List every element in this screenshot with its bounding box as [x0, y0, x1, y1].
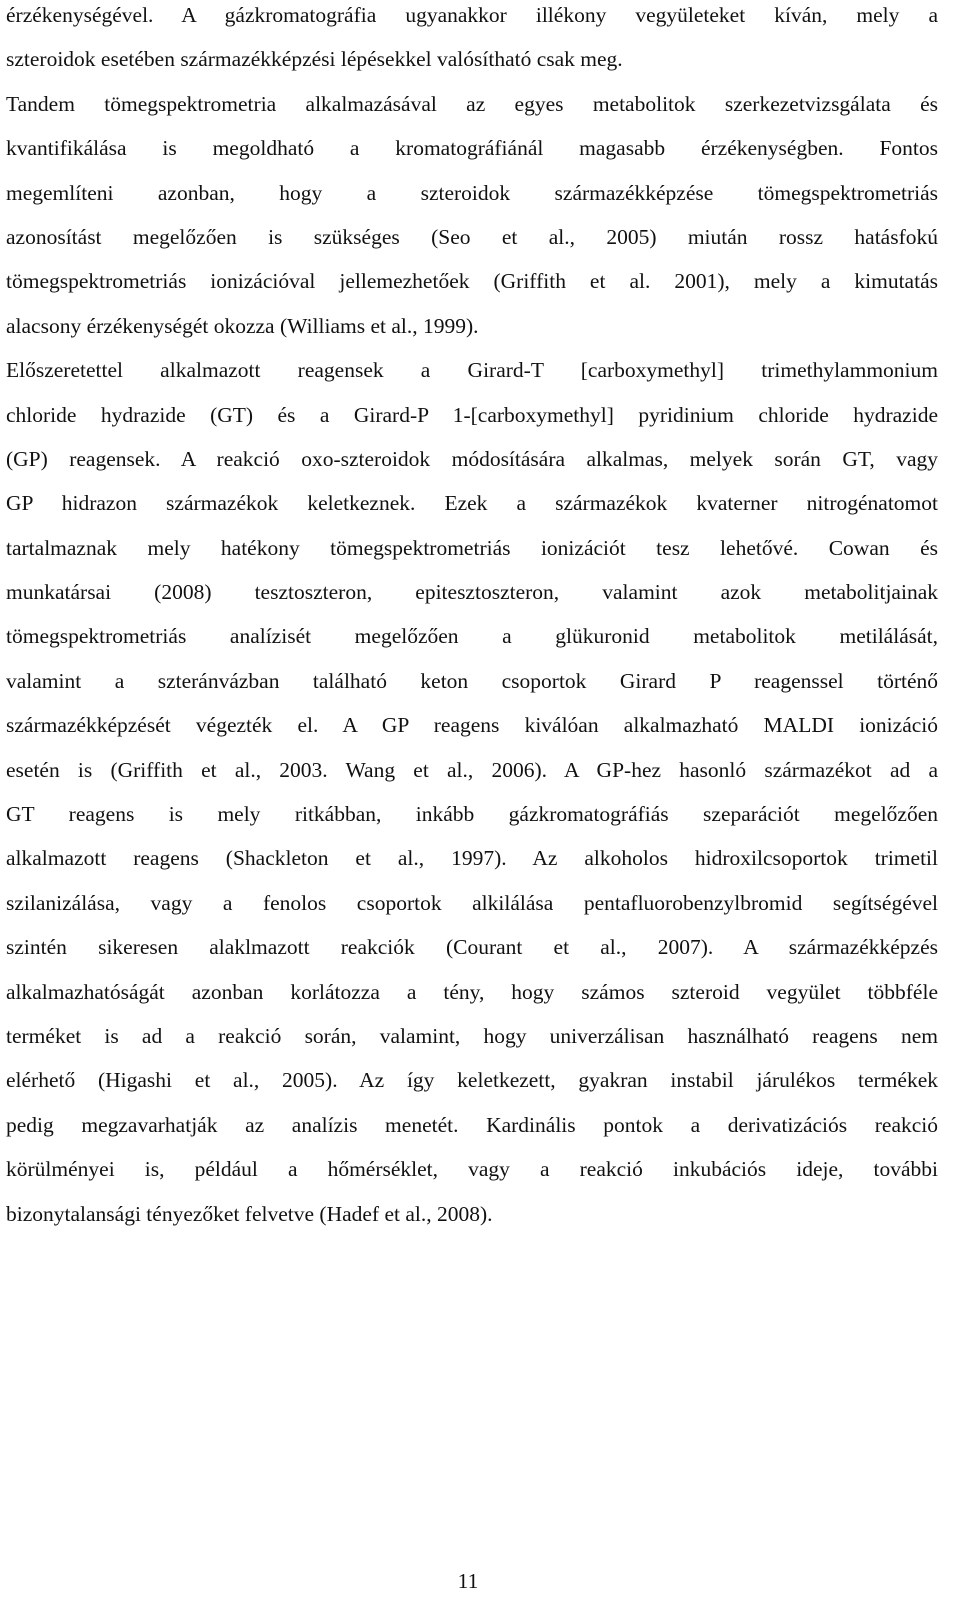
text-line: (GP) reagensek. A reakció oxo-szteroidok módosítására alkalmas, melyek során GT, vagy: [6, 446, 938, 471]
text-line: tartalmaznak mely hatékony tömegspektrometriás ionizációt tesz lehetővé. Cowan és: [6, 535, 938, 560]
text-line: származékképzését végezték el. A GP reagens kiválóan alkalmazható MALDI ionizáció: [6, 713, 938, 738]
text-line: Tandem tömegspektrometria alkalmazásával az egyes metabolitok szerkezetvizsgálata és: [6, 91, 938, 116]
text-line: pedig megzavarhatják az analízis menetét. Kardinális pontok a derivatizációs reakció: [6, 1112, 938, 1137]
text-line: GT reagens is mely ritkábban, inkább gázkromatográfiás szeparációt megelőzően: [6, 802, 938, 827]
page-number: 11: [457, 1569, 479, 1593]
text-line: esetén is (Griffith et al., 2003. Wang et al., 2006). A GP-hez hasonló származékot ad a: [6, 757, 938, 782]
text-line: körülményei is, például a hőmérséklet, vagy a reakció inkubációs ideje, további: [6, 1157, 938, 1182]
text-line: valamint a szteránvázban található keton csoportok Girard P reagenssel történő: [6, 668, 938, 693]
text-line: chloride hydrazide (GT) és a Girard-P 1-[carboxymethyl] pyridinium chloride hydrazide: [6, 402, 938, 427]
text-line: alacsony érzékenységét okozza (Williams et al., 1999).: [6, 313, 479, 338]
text-line: érzékenységével. A gázkromatográfia ugyanakkor illékony vegyületeket kíván, mely a: [6, 3, 938, 27]
text-line: alkalmazhatóságát azonban korlátozza a tény, hogy számos szteroid vegyület többféle: [6, 979, 938, 1004]
text-line: bizonytalansági tényezőket felvetve (Hadef et al., 2008).: [6, 1201, 493, 1226]
text-line: megemlíteni azonban, hogy a szteroidok származékképzése tömegspektrometriás: [6, 180, 938, 205]
text-line: terméket is ad a reakció során, valamint, hogy univerzálisan használható reagens nem: [6, 1023, 938, 1048]
text-line: kvantifikálása is megoldható a kromatográfiánál magasabb érzékenységben. Fontos: [6, 136, 938, 161]
text-line: tömegspektrometriás ionizációval jellemezhetőek (Griffith et al. 2001), mely a kimutatás: [6, 269, 938, 294]
text-line: elérhető (Higashi et al., 2005). Az így keletkezett, gyakran instabil járulékos termékek: [6, 1068, 938, 1093]
text-line: Előszeretettel alkalmazott reagensek a Girard-T [carboxymethyl] trimethylammonium: [6, 358, 938, 383]
text-line: tömegspektrometriás analízisét megelőzően a glükuronid metabolitok metilálását,: [6, 624, 938, 649]
text-line: GP hidrazon származékok keletkeznek. Ezek a származékok kvaterner nitrogénatomot: [6, 491, 938, 516]
text-line: szteroidok esetében származékképzési lépésekkel valósítható csak meg.: [6, 47, 623, 72]
body-text: [6, 0, 938, 1243]
text-line: azonosítást megelőzően is szükséges (Seo et al., 2005) miután rossz hatásfokú: [6, 224, 938, 249]
text-line: alkalmazott reagens (Shackleton et al., 1997). Az alkoholos hidroxilcsoportok trimetil: [6, 846, 938, 871]
text-line: munkatársai (2008) tesztoszteron, epitesztoszteron, valamint azok metabolitjainak: [6, 580, 938, 605]
text-line: szilanizálása, vagy a fenolos csoportok alkilálása pentafluorobenzylbromid segítségével: [6, 890, 938, 915]
text-line: szintén sikeresen alaklmazott reakciók (Courant et al., 2007). A származékképzés: [6, 935, 938, 960]
